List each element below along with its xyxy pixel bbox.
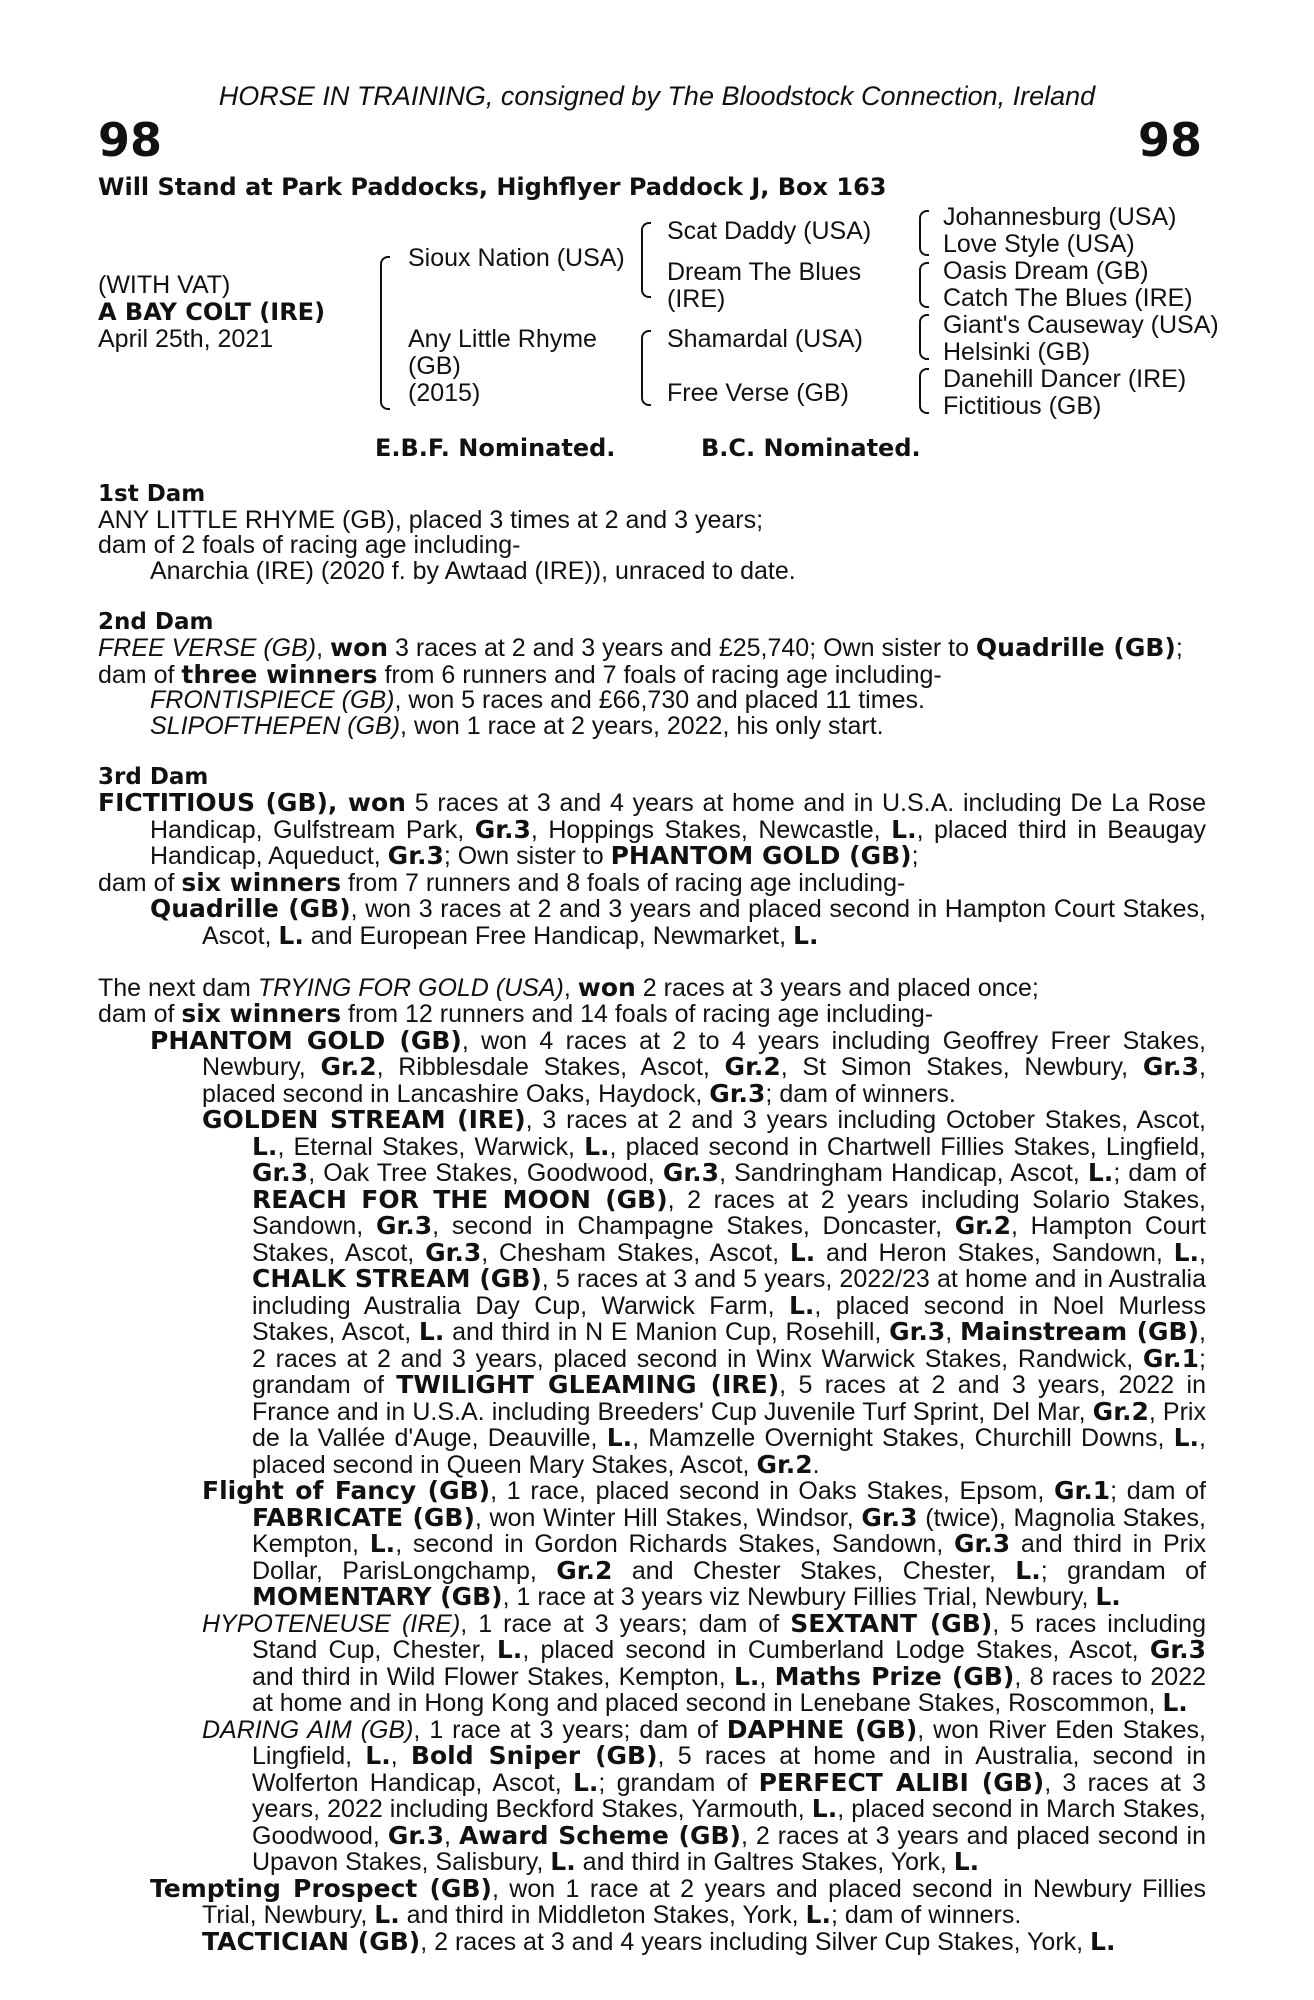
text-run: L. [811,1794,838,1823]
text-run: Gr.3 [252,1158,309,1187]
text-run: L. [733,1661,760,1691]
text-run: won [577,972,636,1002]
text-run: , won Winter Hill Stakes, Windsor, [474,1503,862,1532]
second-dam-name: FREE VERSE (GB) [98,634,317,662]
pedigree-dam-dam: Free Verse (GB) [667,379,849,407]
produce-phantom-gold [98,1025,1206,1108]
produce-tempting-prospect [98,1873,1206,1929]
text-run: , [1199,1238,1206,1267]
text-run: , Hampton Court Stakes, Ascot, [252,1212,1206,1267]
text-run: Gr.2 [756,1449,813,1479]
text-run: Gr.3 [474,814,531,844]
text-run: , 2 races at 3 and 4 years including Silver Cup Stakes, York, [420,1927,1091,1956]
pedigree-g4: Catch The Blues (IRE) [943,284,1193,312]
text-run: L. [606,1423,633,1452]
text-run: L. [550,1847,576,1876]
text-run: , 2 races at 2 years including Solario Stakes, Sandown, [252,1185,1206,1240]
text-run: L. [793,920,819,950]
bc-nomination: B.C. Nominated. [701,434,921,462]
text-run: , placed second in Queen Mary Stakes, Ascot, [252,1424,1206,1479]
first-dam-heading: 1st Dam [98,481,206,507]
text-run: , won 4 races at 2 to 4 years including Geoffrey Freer Stakes, Newbury, [202,1026,1206,1081]
text-run: , won 1 race at 2 years and placed second in Newbury Fillies Trial, Newbury, [202,1874,1206,1929]
pedigree-brace-3c [919,314,929,360]
text-run: , second in Gordon Richards Stakes, Sandown, [395,1530,954,1558]
text-run: , [390,1742,411,1770]
text-run: , Chesham Stakes, Ascot, [481,1238,790,1267]
text-run: MOMENTARY (GB) [252,1582,503,1611]
pedigree-g3: Oasis Dream (GB) [943,257,1149,285]
first-dam-produce: Anarchia (IRE) (2020 f. by Awtaad (IRE)), unraced to date. [150,556,796,585]
text-run: dam of [98,1000,182,1028]
text-run: Gr.3 [425,1237,482,1267]
third-dam-produce-quadrille [98,896,1206,949]
pedigree-brace-3d [919,368,929,414]
pedigree-brace-2b [641,330,651,406]
text-run: 5 races at 3 and 4 years at home and in U.S.A. including De La Rose Handicap, Gulfstream Park, [150,789,1206,844]
text-run: , [316,634,330,662]
pedigree-g7: Danehill Dancer (IRE) [943,365,1187,393]
third-dam-produce-summary [98,867,1206,897]
pedigree-brace-3b [919,262,929,308]
text-run: ; dam of winners. [765,1079,956,1108]
text-run: , Ribblesdale Stakes, Ascot, [376,1053,725,1081]
pedigree-brace-2a [641,222,651,298]
first-dam-line1: ANY LITTLE RHYME (GB), placed 3 times at 2 and 3 years; [98,505,764,534]
next-dam-record [98,972,1206,1002]
text-run: Gr.3 [889,1317,946,1346]
second-dam-heading: 2nd Dam [98,608,214,635]
text-run: three winners [181,659,378,689]
text-run: L. [369,1529,396,1558]
text-run: , 1 race at 3 years; dam of [413,1715,727,1744]
text-run: L. [252,1131,278,1161]
text-run: , [563,973,578,1002]
text-run: L. [572,1767,599,1797]
text-run: , placed second in Noel Murless Stakes, Ascot, [252,1291,1206,1346]
text-run: , [759,1662,775,1691]
text-run: , 2 races at 3 years and placed second in Upavon Stakes, Salisbury, [252,1821,1206,1876]
text-run: Tempting Prospect (GB) [150,1873,492,1903]
text-run: Gr.3 [375,1211,433,1240]
produce-tactician [98,1926,1206,1956]
pedigree-g5: Giant's Causeway (USA) [943,311,1219,339]
text-run: FRONTISPIECE (GB) [150,686,395,714]
text-run: ; dam of [1113,1159,1206,1187]
text-run: Award Scheme (GB) [458,1820,741,1850]
text-run: and European Free Handicap, Newmarket, [303,921,794,950]
text-run: , placed second in Cumberland Lodge Stakes, Ascot, [522,1636,1150,1664]
produce-hypoteneuse [98,1608,1206,1717]
text-run: Mainstream (GB) [959,1317,1200,1346]
text-run: Gr.3 [662,1158,720,1187]
catalogue-body [98,482,1206,1955]
text-run: L. [365,1741,391,1770]
text-run: and third in Prix Dollar, ParisLongchamp, [252,1530,1207,1585]
text-run: , 8 races to 2022 at home and in Hong Kong and placed second in Lenebane Stakes, Roscommon, [252,1662,1206,1717]
text-run: , [945,1318,960,1346]
text-run: ; Own sister to [443,842,611,870]
text-run: Gr.2 [556,1555,613,1585]
text-run: Gr.1 [1142,1343,1200,1373]
text-run: , 5 races at 3 and 5 years, 2022/23 at home and in Australia including Australia Day Cup, Warwick Farm, [252,1265,1206,1320]
text-run: Quadrille (GB) [150,894,351,923]
pedigree-sire-dam-line1: Dream The Blues [667,258,862,286]
second-dam-line1 [98,635,1206,662]
consignment-line: HORSE IN TRAINING, consigned by The Bloodstock Connection, Ireland [218,81,1096,111]
lot-number-right: 98 [1137,113,1202,167]
text-run: L. [374,1900,400,1929]
text-run: and third in Wild Flower Stakes, Kempton, [252,1662,734,1691]
text-run: , 3 races at 3 years, 2022 including Beckford Stakes, Yarmouth, [252,1768,1206,1823]
text-run: L. [496,1635,523,1664]
text-run: DARING AIM (GB) [202,1715,414,1744]
text-run: and Chester Stakes, Chester, [612,1556,1016,1585]
pedigree-dam-line2: (GB) [408,352,461,380]
text-run: , placed third in Beaugay Handicap, Aqueduct, [150,815,1207,870]
text-run: L. [1087,1158,1114,1187]
text-run: , placed second in Chartwell Fillies Stakes, Lingfield, [609,1132,1206,1161]
text-run: L. [891,814,917,844]
text-run: , placed second in March Stakes, Goodwood, [252,1795,1206,1850]
text-run: PHANTOM GOLD (GB) [610,841,912,870]
text-run: , Prix de la Vallée d'Auge, Deauville, [252,1397,1206,1452]
pedigree-g8: Fictitious (GB) [943,392,1102,420]
text-run: Gr.3 [387,841,444,870]
text-run: ; dam of winners. [830,1901,1022,1929]
pedigree-brace-1 [380,256,390,410]
text-run: L. [1015,1555,1041,1585]
text-run: Gr.3 [709,1078,766,1108]
text-run: , 1 race, placed second in Oaks Stakes, Epsom, [490,1477,1054,1505]
third-dam-heading: 3rd Dam [98,763,209,790]
text-run: , [444,1821,459,1850]
second-dam-produce-1 [98,688,1206,714]
text-run: , won River Eden Stakes, Lingfield, [252,1715,1206,1770]
text-run: Gr.3 [1149,1635,1206,1664]
text-run: and third in Middleton Stakes, York, [399,1901,806,1929]
text-run: , 1 race at 3 years; dam of [460,1609,791,1638]
text-run: L. [1095,1582,1121,1611]
text-run: L. [1173,1423,1200,1452]
text-run: Gr.2 [1092,1396,1149,1426]
text-run: and Heron Stakes, Sandown, [815,1238,1174,1267]
text-run: L. [1090,1926,1116,1956]
first-dam-section [98,482,1206,584]
pedigree-sire-sire: Scat Daddy (USA) [667,217,872,245]
text-run: . [812,1450,820,1479]
text-run: Maths Prize (GB) [774,1661,1015,1691]
text-run: 3 races at 2 and 3 years and £25,740; Own sister to [388,634,976,662]
vat-label: (WITH VAT) [98,271,231,299]
pedigree-g2: Love Style (USA) [943,230,1135,258]
text-run: ; [911,842,919,870]
text-run: Gr.3 [861,1502,918,1532]
foaling-date: April 25th, 2021 [98,325,274,353]
text-run: REACH FOR THE MOON (GB) [252,1184,668,1214]
produce-flight-of-fancy [98,1478,1206,1611]
text-run: Gr.3 [387,1820,445,1850]
text-run: Gr.2 [954,1211,1011,1240]
text-run: , 1 race at 3 years viz Newbury Fillies Trial, Newbury, [502,1583,1096,1611]
text-run: PHANTOM GOLD (GB) [150,1025,462,1055]
text-run: L. [584,1131,610,1161]
pedigree-brace-3a [919,210,929,256]
text-run: L. [1173,1237,1200,1267]
text-run: , Mamzelle Overnight Stakes, Churchill Downs, [632,1424,1174,1452]
text-run: Gr.1 [1053,1476,1111,1505]
text-run: GOLDEN STREAM (IRE) [202,1105,526,1134]
text-run: , Oak Tree Stakes, Goodwood, [308,1159,663,1187]
text-run: L. [418,1317,445,1346]
first-dam-line2: dam of 2 foals of racing age including- [98,531,521,559]
text-run: FICTITIOUS (GB), won [98,788,406,817]
horse-name: A BAY COLT (IRE) [98,298,326,326]
text-run: (twice), Magnolia Stakes, Kempton, [252,1503,1206,1558]
text-run: , St Simon Stakes, Newbury, [780,1053,1143,1081]
text-run: L. [1162,1688,1188,1717]
pedigree-sire-dam-line2: (IRE) [667,285,726,313]
stabling-line: Will Stand at Park Paddocks, Highflyer Paddock J, Box 163 [98,173,887,201]
second-dam-produce-2 [98,711,1206,740]
text-run: , won 5 races and £66,730 and placed 11 times. [394,686,925,714]
second-dam-section [98,610,1206,740]
text-run: ; grandam of [598,1768,759,1797]
text-run: ; dam of [1110,1477,1206,1505]
text-run: TWILIGHT GLEAMING (IRE) [396,1370,780,1399]
pedigree-sire: Sioux Nation (USA) [408,244,625,272]
text-run: , Hoppings Stakes, Newcastle, [530,815,892,844]
text-run: dam of [98,660,182,689]
text-run: Gr.2 [724,1052,781,1081]
text-run: , Sandringham Handicap, Ascot, [719,1159,1088,1187]
text-run: TACTICIAN (GB) [202,1926,421,1956]
text-run: , placed second in Lancashire Oaks, Haydock, [202,1053,1206,1108]
text-run: SEXTANT (GB) [790,1608,993,1638]
text-run: , Eternal Stakes, Warwick, [277,1132,585,1161]
ebf-nomination: E.B.F. Nominated. [375,434,616,462]
text-run: Gr.2 [320,1052,377,1081]
second-dam-line2 [98,659,1206,689]
pedigree-dam-line3: (2015) [408,379,481,407]
text-run: ; grandam of [252,1344,1206,1399]
text-run: FABRICATE (GB) [252,1502,475,1532]
text-run: , 5 races at 2 and 3 years, 2022 in France and in U.S.A. including Breeders' Cup Juvenile Turf Sprint, Del Mar, [252,1371,1207,1426]
text-run: six winners [181,999,342,1028]
text-run: PERFECT ALIBI (GB) [758,1767,1045,1797]
text-run: and third in Galtres Stakes, York, [575,1848,954,1876]
text-run: , second in Champagne Stakes, Doncaster, [432,1212,955,1240]
text-run: Gr.3 [954,1529,1011,1558]
pedigree-dam-line1: Any Little Rhyme [408,325,597,353]
next-dam-produce-summary [98,1001,1206,1028]
text-run: , won 1 race at 2 years, 2022, his only start. [400,711,884,740]
text-run: won [330,633,389,662]
text-run: , 5 races at home and in Australia, second in Wolferton Handicap, Ascot, [252,1742,1206,1797]
text-run: dam of [98,868,182,897]
lot-number-left: 98 [98,113,163,167]
text-run: Quadrille (GB) [975,633,1176,662]
text-run: and third in N E Manion Cup, Rosehill, [444,1318,890,1346]
third-dam-section [98,765,1206,950]
produce-golden-stream [98,1107,1206,1478]
text-run: CHALK STREAM (GB) [252,1264,542,1293]
text-run: L. [278,920,304,950]
pedigree-g1: Johannesburg (USA) [943,203,1177,231]
text-run: L. [788,1290,815,1320]
text-run: ; grandam of [1040,1556,1207,1585]
text-run: TRYING FOR GOLD (USA) [257,973,564,1002]
text-run: Gr.3 [1142,1052,1200,1081]
text-run: L. [789,1237,816,1267]
text-run: from 6 runners and 7 foals of racing age including- [377,660,942,689]
text-run: SLIPOFTHEPEN (GB) [150,711,401,740]
pedigree-g6: Helsinki (GB) [943,338,1091,366]
text-run: , 2 races at 2 and 3 years, placed second in Winx Warwick Stakes, Randwick, [252,1318,1206,1373]
text-run: , 5 races including Stand Cup, Chester, [252,1609,1206,1664]
text-run: six winners [181,867,342,897]
text-run: ; [1175,634,1183,662]
text-run: , 3 races at 2 and 3 years including October Stakes, Ascot, [525,1106,1206,1134]
produce-daring-aim [98,1714,1206,1876]
text-run: DAPHNE (GB) [726,1714,918,1744]
text-run: HYPOTENEUSE (IRE) [202,1609,461,1638]
next-dam-section [98,972,1207,1956]
text-run: L. [805,1900,831,1929]
text-run: Bold Sniper (GB) [410,1741,658,1770]
text-run: L. [953,1847,980,1876]
third-dam-record [98,790,1206,870]
pedigree-dam-sire: Shamardal (USA) [667,325,863,353]
text-run: from 7 runners and 8 foals of racing age including- [341,868,906,897]
text-run: , won 3 races at 2 and 3 years and placed second in Hampton Court Stakes, Ascot, [202,895,1206,950]
text-run: The next dam [98,973,258,1002]
text-run: from 12 runners and 14 foals of racing age including- [341,1000,934,1028]
text-run: Flight of Fancy (GB) [202,1476,491,1505]
text-run: 2 races at 3 years and placed once; [635,973,1039,1002]
